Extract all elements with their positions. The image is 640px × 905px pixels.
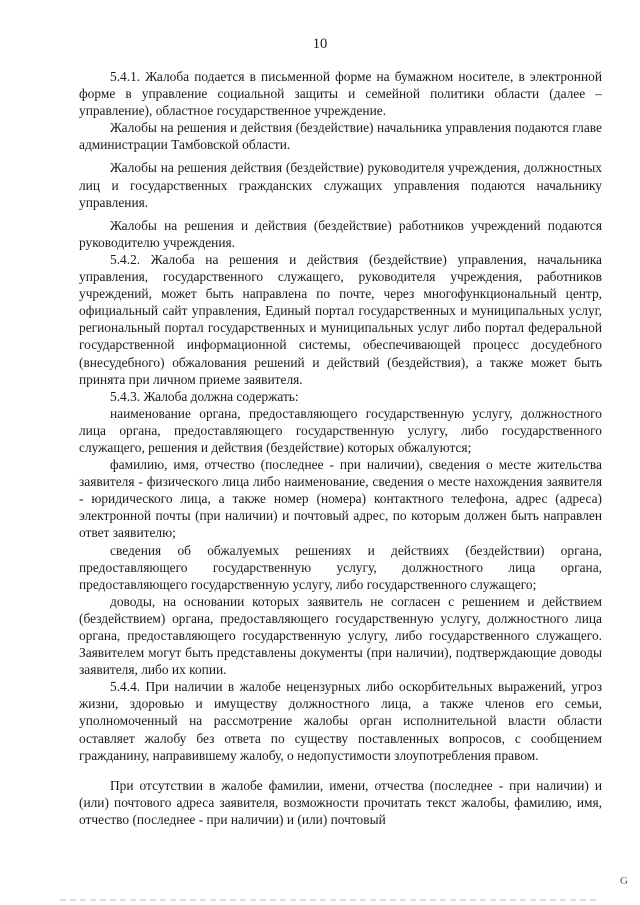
paragraph-5-4-3: 5.4.3. Жалоба должна содержать: [110,388,299,404]
paragraph-item-applicant-details: фамилию, имя, отчество (последнее - при наличии), сведения о месте жительства заявителя - физического лица либо наименование, сведения о месте нахождения заявителя - юридического лица, а также номер (номера) контактного телефона, адрес (адреса) электронной почты (при наличии) и почтовый адрес, по которым должен быть направлен ответ заявителю; [79,457,602,541]
paragraph-5-4-2: 5.4.2. Жалоба на решения и действия (бездействие) управления, начальника управления, государственного служащего, руководителя учреждения, работников учреждений, может быть направлена по почте, через многофункциональный центр, официальный сайт управления, Единый портал государственных и муниципальных услуг, региональный портал государственных и муниципальных услуг либо портал федеральной государственной информационной системы, обеспечивающей процесс досудебного (внесудебного) обжалования решений и действий (бездействия), а также может быть принята при личном приеме заявителя. [79,251,602,387]
paragraph-item-appealed-decisions: сведения об обжалуемых решениях и действиях (бездействии) органа, предоставляющего государственную услугу, должностного лица органа, предоставляющего государственную услугу, либо государственного служащего; [79,542,602,592]
paragraph-item-arguments: доводы, на основании которых заявитель не согласен с решением и действием (бездействием) органа, предоставляющего государственную услугу, должностного лица органа, предоставляющего государственную услугу, либо государственного служащего. Заявителем могут быть представлены документы (при наличии), подтверждающие доводы заявителя, либо их копии. [79,593,602,678]
scan-footer-artifact [60,899,600,901]
paragraph-complaints-workers: Жалобы на решения и действия (бездействие) работников учреждений подаются руководителю учреждения. [79,217,602,250]
paragraph-5-4-1: 5.4.1. Жалоба подается в письменной форме на бумажном носителе, в электронной форме в управление социальной защиты и семейной политики области (далее – управление), областное государственное учреждение. [79,69,602,119]
document-body [79,68,602,828]
scan-mark: G [620,875,628,887]
paragraph-5-4-4: 5.4.4. При наличии в жалобе нецензурных либо оскорбительных выражений, угроз жизни, здоровью и имуществу должностного лица, а также членов его семьи, уполномоченный на рассмотрение жалобы орган исполнительной власти области оставляет жалобу без ответа по существу поставленных вопросов, с сообщением гражданину, направившему жалобу, о недопустимости злоупотребления правом. [79,679,602,763]
paragraph-missing-details: При отсутствии в жалобе фамилии, имени, отчества (последнее - при наличии) и (или) почтового адреса заявителя, возможности прочитать текст жалобы, фамилию, имя, отчество (последнее - при наличии) и (или) почтовый [79,777,602,827]
paragraph-item-organ-name: наименование органа, предоставляющего государственную услугу, должностного лица органа, предоставляющего государственную услугу, либо государственного служащего, решения и действия (бездействие) которых обжалуются; [79,405,602,455]
paragraph-complaints-head: Жалобы на решения и действия (бездействие) начальника управления подаются главе администрации Тамбовской области. [79,120,602,153]
paragraph-complaints-officials: Жалобы на решения действия (бездействие) руководителя учреждения, должностных лиц и государственных гражданских служащих управления подаются начальнику управления. [79,160,602,210]
page-number: 10 [312,36,328,52]
